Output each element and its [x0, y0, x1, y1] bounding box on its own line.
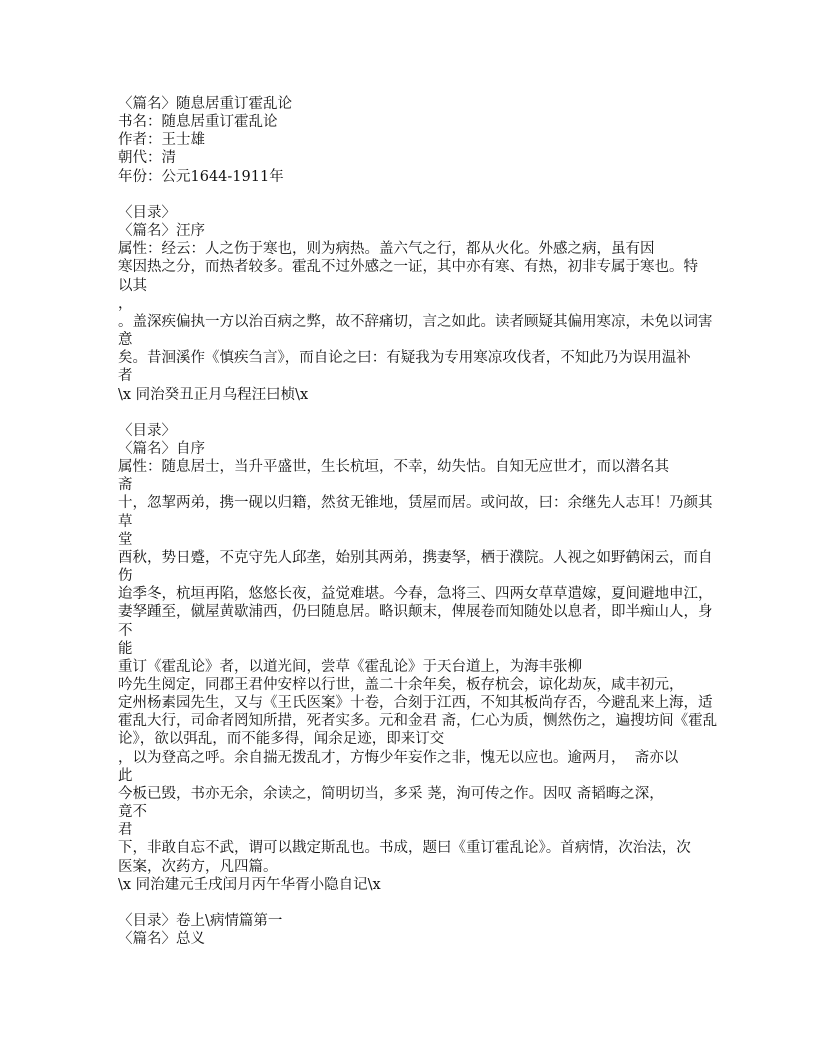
text-line: ，以为登高之呼。余自揣无拨乱才，方悔少年妄作之非，愧无以应也。逾两月， 斋亦以	[118, 749, 679, 766]
text-line: 论》，欲以弭乱，而不能多得，闻余足迹，即来订交	[118, 731, 445, 748]
text-line: 书名：随息居重订霍乱论	[118, 114, 278, 131]
text-line: 不	[118, 622, 133, 639]
text-line: 矣。昔洄溪作《慎疾刍言》，而自论之曰：有疑我为专用寒凉攻伐者，不知此乃为误用温补	[118, 350, 691, 367]
text-line: 意	[118, 332, 133, 349]
text-line: 作者：王士雄	[118, 132, 205, 149]
text-line: 酉秋，势日蹙，不克守先人邱垄，始别其两弟，携妻孥，栖于濮院。人视之如野鹤闲云，而自	[118, 549, 713, 566]
text-line: 迨季冬，杭垣再陷，悠悠长夜，益觉难堪。今春，急将三、四两女草草遣嫁，夏间避地申江，	[118, 586, 713, 603]
text-line: 斋	[118, 477, 133, 494]
text-line: 堂	[118, 531, 133, 548]
text-line: 。盖深疾偏执一方以治百病之弊，故不辞痛切，言之如此。读者顾疑其偏用寒凉，未免以词害	[118, 313, 713, 330]
text-line: 以其	[118, 277, 147, 294]
text-line: 伤	[118, 568, 133, 585]
text-line: 十，忽挈两弟，携一砚以归籍，然贫无锥地，赁屋而居。或问故，曰：余继先人志耳！乃颜其	[118, 495, 713, 512]
text-line: 吟先生阅定，同郡王君仲安梓以行世，盖二十余年矣，板存杭会，谅化劫灰，咸丰初元，	[118, 677, 684, 693]
text-line: \x 同治建元壬戌闰月丙午华胥小隐自记\x	[118, 876, 381, 893]
text-line: 〈篇名〉随息居重订霍乱论	[118, 96, 292, 112]
text-line: 定州杨素园先生，又与《王氏医案》十卷，合刻于江西，不知其板尚存否，今避乱来上海，适	[118, 695, 713, 712]
text-line: 寒因热之分，而热者较多。霍乱不过外感之一证，其中亦有寒、有热，初非专属于寒也。特	[118, 259, 698, 276]
text-line: 属性：随息居士，当升平盛世，生长杭垣，不幸，幼失怙。自知无应世才，而以潜名其	[118, 459, 669, 476]
text-line: 妻孥踵至，僦屋黄歇浦西，仍曰随息居。略识颠末，俾展卷而知随处以息者，即半痴山人，身	[118, 604, 713, 621]
text-line: 〈篇名〉总义	[118, 931, 205, 948]
text-line: 医案，次药方，凡四篇。	[118, 858, 278, 875]
text-line: \x 同治癸丑正月乌程汪曰桢\x	[118, 386, 309, 403]
text-line: 草	[118, 513, 133, 530]
text-line: 〈目录〉	[118, 204, 176, 221]
blank-line	[118, 404, 718, 422]
text-line: 此	[118, 767, 133, 784]
text-line: 属性：经云：人之伤于寒也，则为病热。盖六气之行，都从火化。外感之病，虽有因	[118, 241, 655, 258]
document-text	[118, 95, 718, 948]
text-line: 能	[118, 640, 133, 657]
blank-line	[118, 186, 718, 204]
text-line: 霍乱大行，司命者罔知所措，死者实多。元和金君 斋，仁心为质，恻然伤之，遍搜坊间《霍乱	[118, 713, 718, 730]
text-line: 〈篇名〉自序	[118, 440, 205, 457]
text-line: 〈篇名〉汪序	[118, 223, 205, 240]
text-line: 年份：公元1644-1911年	[118, 168, 284, 185]
text-line: 〈目录〉卷上\病情篇第一	[118, 913, 283, 930]
text-line: 朝代：清	[118, 150, 176, 167]
text-line: 竟不	[118, 804, 147, 821]
text-line: 今板已毁，书亦无余，余读之，简明切当，多采 荛，洵可传之作。因叹 斋韬晦之深，	[118, 785, 664, 802]
text-line: 者	[118, 368, 133, 385]
text-line: ，	[118, 295, 133, 312]
blank-line	[118, 894, 718, 912]
text-line: 下，非敢自忘不武，谓可以戡定斯乱也。书成，题曰《重订霍乱论》。首病情，次治法，次	[118, 840, 691, 857]
text-line: 重订《霍乱论》者，以道光间，尝草《霍乱论》于天台道上，为海丰张柳	[118, 658, 582, 675]
text-line: 〈目录〉	[118, 422, 176, 439]
text-line: 君	[118, 822, 133, 839]
